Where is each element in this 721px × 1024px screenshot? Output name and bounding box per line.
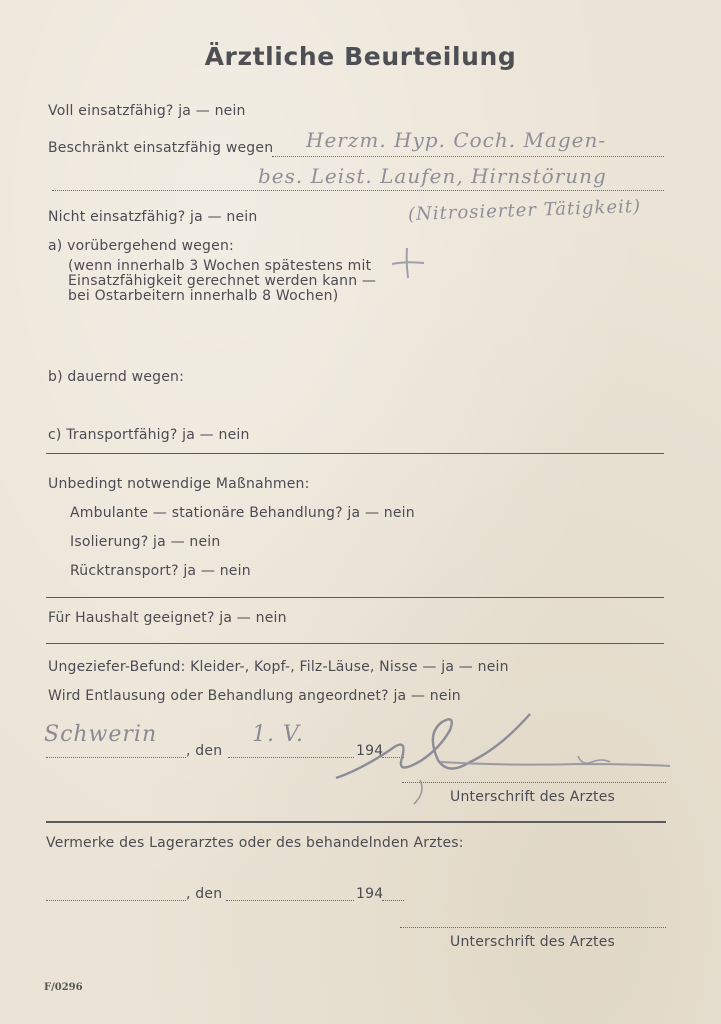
den-label-1: , den xyxy=(186,743,223,759)
den-label-2: , den xyxy=(186,886,223,902)
date-line-2 xyxy=(226,900,354,901)
signature-line-1 xyxy=(402,782,666,783)
signature-line-2 xyxy=(400,927,666,928)
section-divider-1 xyxy=(46,453,664,454)
entlausung-question: Wird Entlausung oder Behandlung angeordnet? ja — nein xyxy=(48,688,461,704)
voruebergehend-note-1: (wenn innerhalb 3 Wochen spätestens mit xyxy=(68,258,372,274)
year-label-2: 194 xyxy=(356,886,384,902)
vermerke-heading: Vermerke des Lagerarztes oder des behandelnden Arztes: xyxy=(46,835,464,851)
year-line-2 xyxy=(382,900,404,901)
beschraenkt-einsatzfaehig-label: Beschränkt einsatzfähig wegen xyxy=(48,140,274,156)
pencil-cross-mark xyxy=(388,244,428,280)
transportfaehig-question: c) Transportfähig? ja — nein xyxy=(48,427,250,443)
haushalt-question: Für Haushalt geeignet? ja — nein xyxy=(48,610,287,626)
handwritten-place: Schwerin xyxy=(44,722,158,747)
ambulante-behandlung-question: Ambulante — stationäre Behandlung? ja — nein xyxy=(70,505,415,521)
year-label-1: 194 xyxy=(356,743,384,759)
dauernd-label: b) dauernd wegen: xyxy=(48,369,185,385)
form-number: F/0296 xyxy=(44,982,83,993)
handwritten-date: 1. V. xyxy=(252,722,305,747)
place-line-1 xyxy=(46,757,186,758)
ruecktransport-question: Rücktransport? ja — nein xyxy=(70,563,251,579)
nicht-einsatzfaehig-question: Nicht einsatzfähig? ja — nein xyxy=(48,209,258,225)
voruebergehend-note-2: Einsatzfähigkeit gerechnet werden kann — xyxy=(68,273,377,289)
voll-einsatzfaehig-question: Voll einsatzfähig? ja — nein xyxy=(48,103,246,119)
voruebergehend-note-3: bei Ostarbeitern innerhalb 8 Wochen) xyxy=(68,288,339,304)
voruebergehend-label: a) vorübergehend wegen: xyxy=(48,238,234,254)
unterschrift-label-2: Unterschrift des Arztes xyxy=(450,934,616,950)
unterschrift-label-1: Unterschrift des Arztes xyxy=(450,789,616,805)
handwritten-reason-1: Herzm. Hyp. Coch. Magen- xyxy=(306,128,607,152)
massnahmen-heading: Unbedingt notwendige Maßnahmen: xyxy=(48,476,310,492)
section-divider-4 xyxy=(46,821,666,823)
place-line-2 xyxy=(46,900,186,901)
beschraenkt-line-1 xyxy=(272,156,664,157)
ungeziefer-befund-question: Ungeziefer-Befund: Kleider-, Kopf-, Filz-Läuse, Nisse — ja — nein xyxy=(48,659,509,675)
section-divider-2 xyxy=(46,597,664,598)
beschraenkt-line-2 xyxy=(52,190,664,191)
handwritten-reason-2: bes. Leist. Laufen, Hirnstörung xyxy=(258,164,607,188)
section-divider-3 xyxy=(46,643,664,644)
isolierung-question: Isolierung? ja — nein xyxy=(70,534,221,550)
handwritten-reason-3: (Nitrosierter Tätigkeit) xyxy=(407,195,642,226)
form-title: Ärztliche Beurteilung xyxy=(204,42,517,71)
